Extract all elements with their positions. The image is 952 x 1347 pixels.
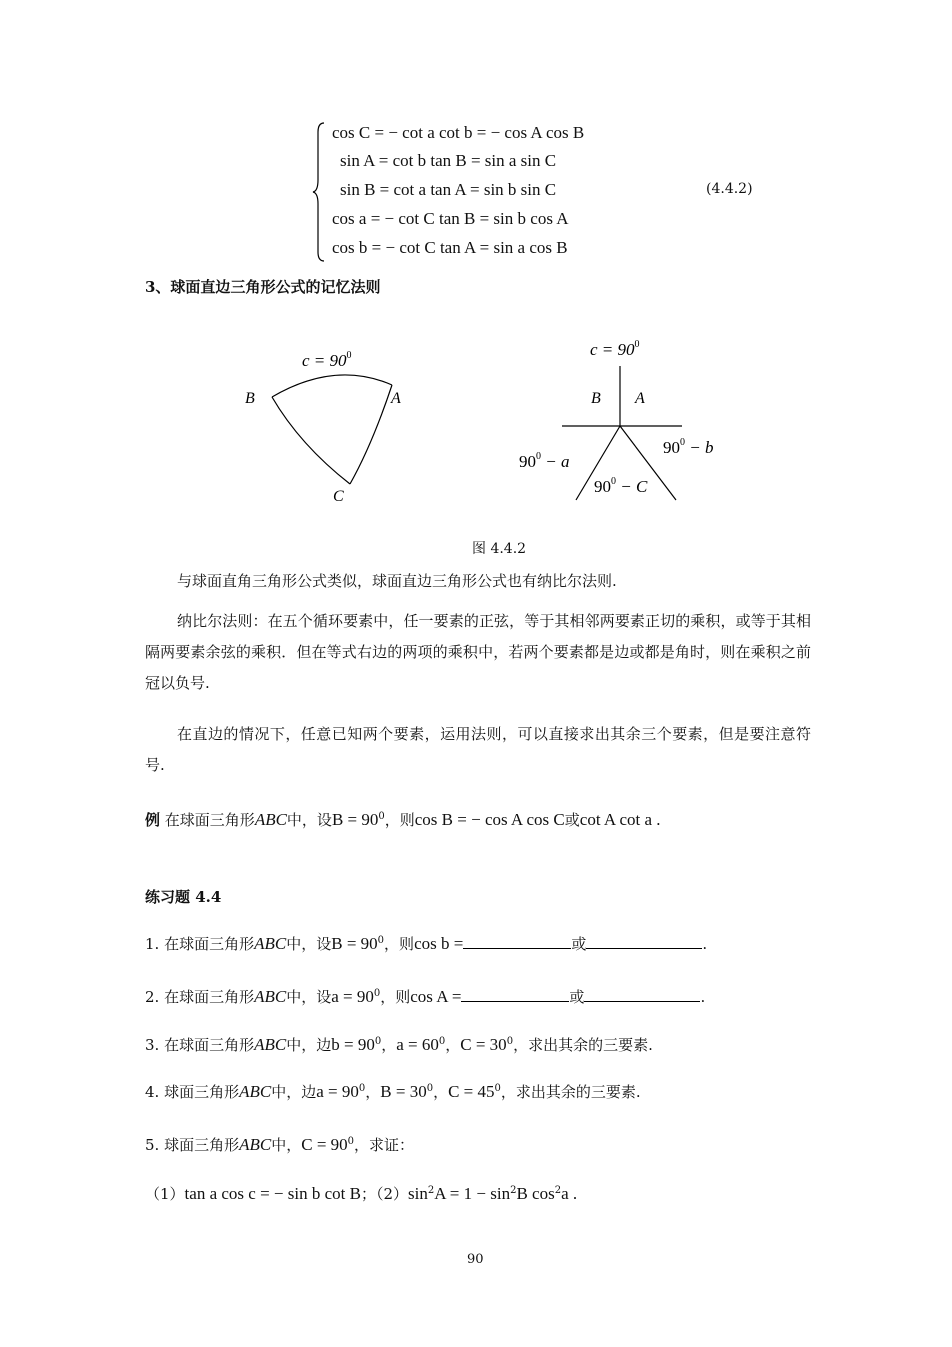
equation-line-3: sin B = cot a tan A = sin b sin C [340, 180, 557, 199]
exercise-5-proofs: （1）tan a cos c = − sin b cot B；$(2)\sin^2A = 1 - \sin^2B$ $\cos^2a$ . [145, 1184, 578, 1203]
equation-line-5: cos b = − cot C tan A = sin a cos B [332, 238, 568, 257]
equation-number: (4.4.2) [706, 181, 753, 197]
arc-ac [350, 385, 392, 484]
label-vertex-a: A [391, 390, 401, 407]
left-triangle-diagram [245, 350, 401, 505]
section-heading: 3、球面直边三角形公式的记忆法则 [145, 278, 381, 296]
exercise-4: 4. 球面三角形ABC中，边$a = 90^0$，$B = 30^0$，$C = 45^0$，求出其余的三要素. [145, 1082, 641, 1101]
exercise-5: 5. 球面三角形ABC中，$C = 90^0$，求证： [145, 1135, 415, 1154]
label-vertex-b: B [245, 390, 255, 407]
exercise-3: 3. 在球面三角形ABC中，边$b = 90^0$，$a = 60^0$，$C = 30^0$，求出其余的三要素. [145, 1035, 653, 1054]
equation-line-2: sin A = cot b tan B = sin a sin C [340, 151, 557, 170]
paragraph-3: 在直边的情况下，任意已知两个要素，运用法则，可以直接求出其余三个要素，但是要注意符号. [145, 725, 811, 774]
napier-label-right: $90^0 - b$ [663, 437, 714, 457]
answer-blank-2b[interactable] [584, 985, 700, 1002]
answer-blank-1a[interactable] [463, 932, 571, 949]
example-line: 例 在球面三角形ABC中，设$B = 90^0$，则cos B = − cos A cos C或cot A cot a . [145, 810, 661, 829]
exercises-heading: 练习题 4.4 [145, 888, 222, 906]
label-vertex-c: C [333, 488, 344, 505]
equation-line-4: cos a = − cot C tan B = sin b cos A [332, 209, 569, 228]
napier-diagram [519, 339, 713, 500]
equation-line-1: cos C = − cot a cot b = − cos A cos B [332, 123, 585, 142]
left-top-label: $c = 90^0$ [302, 350, 352, 370]
answer-blank-2a[interactable] [461, 985, 569, 1002]
figure-4-4-2 [0, 320, 952, 520]
arc-bc [272, 397, 350, 484]
page-number: 90 [467, 1252, 484, 1267]
napier-label-bottom: $90^0 - C$ [594, 476, 648, 496]
right-top-label: $c = 90^0$ [590, 339, 640, 359]
answer-blank-1b[interactable] [586, 932, 702, 949]
napier-label-b: B [591, 390, 601, 407]
exercise-1: 1. 在球面三角形ABC中，设$B = 90^0$，则cos b = 或 . [145, 934, 708, 953]
left-brace [312, 122, 326, 262]
paragraph-2: 纳比尔法则：在五个循环要素中，任一要素的正弦，等于其相邻两要素正切的乘积，或等于其相隔两要素余弦的乘积．但在等式右边的两项的乘积中，若两个要素都是边或都是角时，则在乘积之前冠以负号. [145, 612, 811, 692]
napier-label-a: A [635, 390, 645, 407]
paragraph-1: 与球面直角三角形公式类似，球面直边三角形公式也有纳比尔法则. [177, 572, 617, 590]
example-label: 例 [145, 811, 161, 829]
figure-caption: 图 4.4.2 [472, 541, 527, 557]
napier-label-left: $90^0 - a$ [519, 451, 570, 471]
exercise-2: 2. 在球面三角形ABC中，设$a = 90^0$，则cos A = 或 . [145, 987, 706, 1006]
equation-system [312, 118, 612, 264]
arc-ab [272, 375, 392, 397]
